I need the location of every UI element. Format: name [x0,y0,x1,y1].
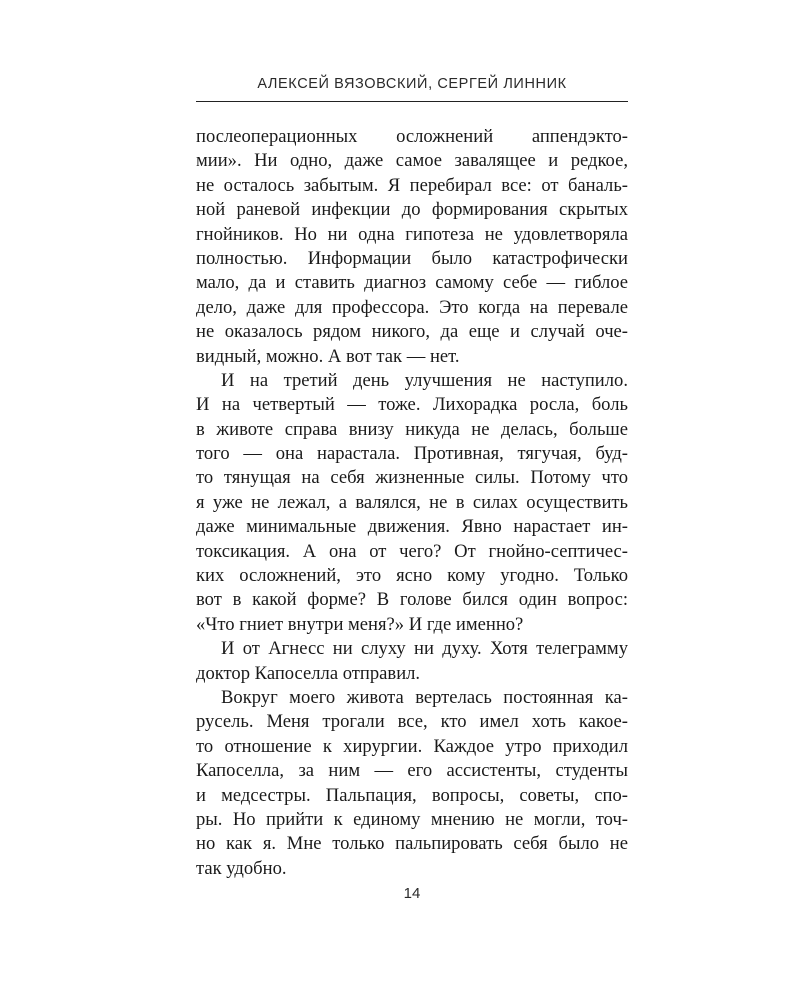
text-line: токсикация. А она от чего? От гнойно-септичес- [196,540,628,562]
text-line: мало, да и ставить диагноз самому себе — гиблое [196,272,628,294]
text-line: дело, даже для профессора. Это когда на перевале [196,296,628,318]
text-line: в животе справа внизу никуда не делась, больше [196,418,628,440]
text-line: послеоперационных осложнений аппендэкто- [196,126,628,147]
text-line: не осталось забытым. Я перебирал все: от баналь- [196,174,628,196]
running-head: АЛЕКСЕЙ ВЯЗОВСКИЙ, СЕРГЕЙ ЛИННИК [257,76,567,92]
text-line: Капоселла, за ним — его ассистенты, студенты [196,760,628,782]
text-line: то тянущая на себя жизненные силы. Потому что [196,467,628,489]
text-line: гнойников. Но ни одна гипотеза не удовлетворяла [196,223,628,245]
text-line: ры. Но прийти к единому мнению не могли, точ- [196,808,628,830]
text-line: «Что гниет внутри меня?» И где именно? [196,613,524,635]
text-line: то отношение к хирургии. Каждое утро приходил [196,735,628,757]
page-number: 14 [403,885,421,902]
text-line: и медсестры. Пальпация, вопросы, советы, спо- [196,784,628,806]
text-line: И от Агнесс ни слуху ни духу. Хотя телеграмму [221,638,628,660]
text-line: Вокруг моего живота вертелась постоянная ка- [221,686,628,708]
text-line: доктор Капоселла отправил. [196,662,421,684]
text-line: того — она нарастала. Противная, тягучая, буд- [196,443,628,465]
text-line: мии». Ни одно, даже самое завалящее и редкое, [196,150,628,172]
text-line: даже минимальные движения. Явно нарастает ин- [196,516,628,538]
text-line: И на четвертый — тоже. Лихорадка росла, боль [196,394,628,416]
text-line: так удобно. [196,857,287,879]
text-line: видный, можно. А вот так — нет. [196,345,460,367]
text-line: полностью. Информации было катастрофически [196,247,628,269]
text-line: ной раневой инфекции до формирования скрытых [196,199,628,221]
header-rule [196,101,628,102]
text-line: русель. Меня трогали все, кто имел хоть какое- [196,711,628,733]
text-line: но как я. Мне только пальпировать себя было не [196,833,628,855]
text-line: я уже не лежал, а валялся, не в силах осуществить [196,491,628,513]
text-line: ких осложнений, это ясно кому угодно. Только [196,565,628,587]
text-line: не оказалось рядом никого, да еще и случай оче- [196,321,628,343]
text-line: вот в какой форме? В голове бился один вопрос: [196,589,628,611]
text-line: И на третий день улучшения не наступило. [221,369,628,391]
body-text [196,125,628,881]
